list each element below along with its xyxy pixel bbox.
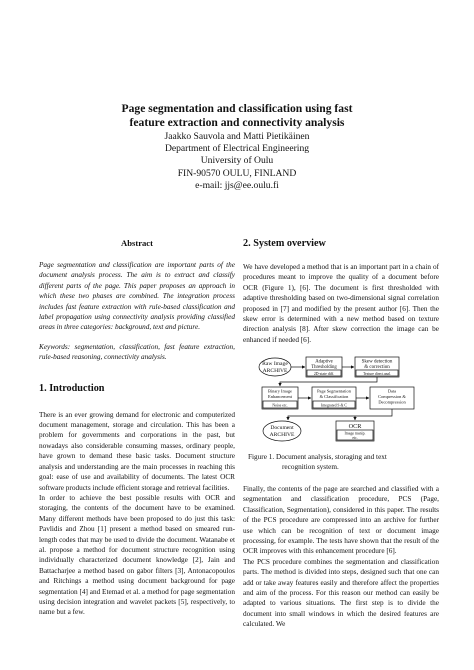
abstract-heading: Abstract — [121, 238, 153, 248]
figure-1-caption — [248, 452, 434, 472]
fig-data-label-1: Data — [387, 388, 397, 394]
left-column — [39, 238, 235, 618]
caption-line-2: recognition system. — [282, 463, 339, 471]
system-overview-paragraph-2: Finally, the contents of the page are searched and classified with a segmentation and classification procedure, PCS (Page, Classification, Segmentation), considered in this paper. The results of the PCS procedure are compressed into an archive for further use which can be recognition of text or document image processing, for example. The tests have shown that the result of the OCR improves with this enhancement procedure [6]. — [243, 485, 439, 556]
system-overview-paragraph-3: The PCS procedure combines the segmentation and classification parts. The method is divided into steps, designed such that one can add or take away features easily and therefore affect the properties and aim of the process. For this reason our method can easily be adapted to various situations. The first step is to divide the document into small windows in which the desired features are calculated. We — [243, 557, 439, 629]
fig-document-label: Document — [270, 425, 294, 431]
fig-binary-label-1: Binary Image — [267, 388, 293, 394]
figure-1-diagram — [258, 355, 418, 445]
fig-skew-label-1: Skew detection — [361, 359, 393, 365]
fig-skew-label-2: & correction — [364, 365, 390, 370]
author-block — [40, 131, 434, 192]
fig-raw-image-label: Raw Image — [262, 361, 288, 367]
title-line-1: Page segmentation and classification using fast — [121, 102, 353, 115]
document-archive-node — [263, 421, 301, 441]
fig-raw-archive-label: ARCHIVE — [262, 368, 288, 374]
fig-pcs-sub-label: Integrated S & C — [321, 403, 347, 408]
abstract-text: Page segmentation and classification are important parts of the document analysis process. The aim is to extract and classify different parts of the page. This paper proposes an approach in which these two phases are combined. The integration process includes fast feature extraction with rule-based classification and label propagation using connectivity analysis providing classified areas in three categories: background, text and picture. — [39, 261, 235, 332]
fig-document-archive-label: ARCHIVE — [269, 432, 295, 438]
paper-title — [40, 102, 434, 130]
title-line-2: feature extraction and connectivity analysis — [129, 116, 345, 129]
fig-ocr-label: OCR — [348, 423, 362, 430]
introduction-paragraph-1: There is an ever growing demand for electronic and computerized document management, storage and circulation. This has been a problem for governments and corporations in the past, but nowadays also considerable consuming masses, ordinary people, have grown to demand these basic tasks. Document structure analysis and understanding are the main processes in reaching this goal: ease of use and availability of documents. The latest OCR software products include efficient storage and retrieval facilities. — [39, 410, 235, 492]
right-column-continued — [243, 484, 439, 630]
fig-pcs-label-2: & Classification — [319, 394, 349, 399]
address: FIN-90570 OULU, FINLAND — [177, 167, 297, 179]
email: e-mail: jjs@ee.oulu.fi — [195, 179, 279, 191]
fig-ocr-sub-label-1: Image manip. — [344, 431, 366, 436]
caption-line-1: Figure 1. Document analysis, storaging and text — [248, 453, 387, 461]
fig-adaptive-label: Adaptive — [315, 359, 333, 365]
fig-thresholding-sub-label: 2D-state diff. — [313, 371, 335, 376]
university: University of Oulu — [200, 155, 274, 167]
fig-ocr-sub-label-2: etc. — [352, 436, 358, 440]
keywords: Keywords: segmentation, classification, fast feature extraction, rule-based reasoning, connectivity analysis. — [39, 342, 235, 362]
fig-binary-label-2: Enhancement — [268, 394, 292, 399]
department: Department of Electrical Engineering — [164, 143, 310, 155]
author-names: Jaakko Sauvola and Matti Pietikäinen — [164, 131, 310, 142]
fig-data-label-3: Decompression — [378, 399, 406, 405]
system-overview-paragraph-1: We have developed a method that is an important part in a chain of procedures meant to improve the quality of a document before OCR (Figure 1), [6]. The document is first thresholded with adaptive thresholding based on two-dimensional signal correlation proposed in [7] and modified by the present author [6]. Then the skew error is determined with a new method based on texture direction analysis [8]. After skew correction the image can be enhanced if needed [6]. — [243, 263, 439, 344]
system-overview-heading: 2. System overview — [243, 238, 326, 249]
fig-skew-sub-label: Texture direct.anal. — [363, 371, 391, 376]
fig-data-label-2: Compression & — [378, 394, 406, 399]
fig-binary-sub-label: Noise etc. — [272, 403, 288, 408]
introduction-paragraph-2: In order to achieve the best possible results with OCR and storaging, the contents of the document have to be examined. Many different methods have been proposed to do just this task: Pavlidis and Zhou [1] present a method based on smeared run-length codes that may be used to divide the document. Watanabe et al. propose a method for document structure recognition using individually characterized document knowledge [2], Jain and Battacharjee a method based on gabor filters [3], Antonacopoulos and Ritchings a method using document background for page segmentation [4] and Etemad et al. a method for page segmentation using decision integration and wavelet packets [5], respectively, to name but a few. — [39, 493, 235, 617]
fig-pcs-label-1: Page Segmentation — [317, 388, 351, 394]
fig-thresholding-label: Thresholding — [311, 365, 337, 370]
introduction-heading: 1. Introduction — [39, 382, 105, 394]
